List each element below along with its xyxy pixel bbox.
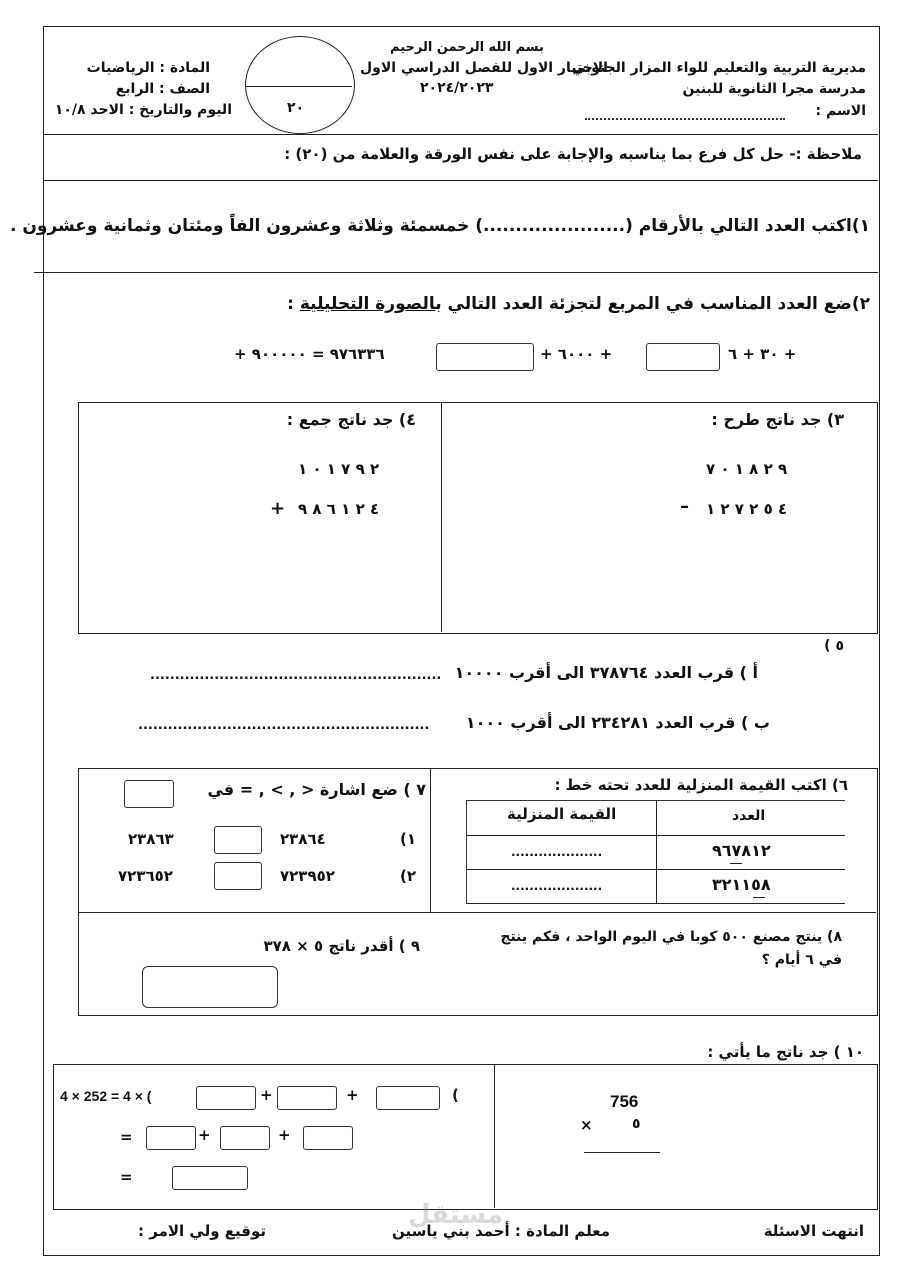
basmala: بسم الله الرحمن الرحيم xyxy=(390,40,544,55)
q10-box-3[interactable] xyxy=(172,1166,248,1190)
q10-box-2b[interactable] xyxy=(220,1126,270,1150)
q10-plus-2a: + xyxy=(198,1126,211,1144)
q10-mul-line xyxy=(584,1152,660,1153)
q2-title-part3: : xyxy=(287,294,300,314)
q6-col-value: القيمة المنزلية xyxy=(507,805,617,823)
q10-plus-2b: + xyxy=(278,1126,291,1144)
q10-box-2c[interactable] xyxy=(303,1126,353,1150)
q5a-text: أ ) قرب العدد ٣٧٨٧٦٤ الى أقرب ١٠٠٠٠ xyxy=(454,663,758,682)
q3-q4-box xyxy=(78,402,878,634)
exam-year: ٢٠٢٤/٢٠٢٣ xyxy=(420,80,494,96)
q10-eq-left: 4 × 252 = 4 × ( xyxy=(60,1088,152,1104)
date-label: اليوم والتاريخ : الاحد ١٠/٨ xyxy=(54,102,232,118)
q7-item-2-a: ٧٢٣٩٥٢ xyxy=(280,867,335,885)
q10-box-1b[interactable] xyxy=(277,1086,337,1110)
q7-item-1-a: ٢٣٨٦٤ xyxy=(280,830,326,848)
q1-text xyxy=(10,216,870,236)
name-label: الاسم : xyxy=(815,103,866,119)
mark-circle-divider xyxy=(246,86,352,87)
q3-q4-divider xyxy=(441,402,442,632)
q10-mul-top: 756 xyxy=(610,1092,639,1111)
q3-title: ٣) جد ناتج طرح : xyxy=(711,410,844,429)
mark-circle xyxy=(245,36,355,134)
q2-title-underlined: الصورة التحليلية xyxy=(299,294,436,314)
note-text: ملاحظة :- حل كل فرع بما يناسبه والإجابة على نفس الورقة والعلامة من (٢٠) : xyxy=(284,145,862,163)
q10-divider xyxy=(494,1064,495,1208)
name-field[interactable] xyxy=(585,112,785,120)
q10-close-paren: ) xyxy=(452,1086,459,1104)
q10-box-1c[interactable] xyxy=(376,1086,440,1110)
q9-title: ٩ ) أقدر ناتج ٥ × ٣٧٨ xyxy=(263,937,420,955)
watermark: مستقل xyxy=(408,1200,504,1230)
teacher-name: معلم المادة : أحمد بني ياسين xyxy=(391,1222,610,1240)
grade-label: الصف : الرابع xyxy=(115,81,210,97)
q6-row-1-answer[interactable]: .................... xyxy=(511,845,603,859)
q7-title: ٧ ) ضع اشارة < , > , = في xyxy=(207,780,426,799)
q1-divider xyxy=(34,272,878,273)
q6-col-number: العدد xyxy=(732,808,766,824)
q6-q7-divider xyxy=(430,768,431,913)
guardian-signature-label: توقيع ولي الامر : xyxy=(138,1222,266,1240)
q6-table xyxy=(466,800,845,904)
directorate: مديرية التربية والتعليم للواء المزار الجنوبي xyxy=(571,60,866,76)
q9-answer-box[interactable] xyxy=(142,966,278,1008)
q6-table-col-divider xyxy=(656,801,657,904)
q5a-answer-field[interactable]: ........................................................... xyxy=(150,668,442,683)
q1-post: ) خمسمئة وثلاثة وعشرون الفاً ومئتان وثمانية وعشرون . xyxy=(9,216,484,236)
q6-title: ٦) اكتب القيمة المنزلية للعدد تحته خط : xyxy=(554,776,848,794)
q4-number-2: ٤ ٢ ١ ٦ ٨ ٩ xyxy=(298,500,380,518)
q10-plus-1b: + xyxy=(346,1086,359,1104)
q6-table-row-divider-3 xyxy=(467,903,845,904)
q6-row-2-underline xyxy=(753,897,765,898)
subject-label: المادة : الرياضيات xyxy=(86,60,210,76)
q7-item-2-b: ٧٢٣٦٥٢ xyxy=(118,867,173,885)
q10-title: ١٠ ) جد ناتج ما يأتي : xyxy=(707,1043,864,1061)
q10-mul-sign: × xyxy=(580,1116,593,1134)
q2-title-part1: ٢)ضع العدد المناسب في المربع لتجزئة العدد التالي ب xyxy=(435,294,870,314)
q2-expr-right: + ٣٠ + ٦ xyxy=(728,345,797,363)
q6-row-1-underline xyxy=(730,863,742,864)
q2-title xyxy=(287,294,870,314)
q7-item-2-sign-box[interactable] xyxy=(214,862,262,890)
q1-answer-field[interactable]: ...................... xyxy=(483,216,626,236)
q7-title-sign-box xyxy=(124,780,174,808)
q5-number: ٥ ) xyxy=(824,638,844,654)
q10-eq-3: = xyxy=(120,1168,133,1186)
q6-table-row-divider-1 xyxy=(467,835,845,836)
q2-expr-left: ٩٧٦٣٣٦ = ٩٠٠٠٠٠ + xyxy=(234,345,385,363)
q4-title: ٤) جد ناتج جمع : xyxy=(286,410,416,429)
q10-plus-1a: + xyxy=(260,1086,273,1104)
q6-row-1-number: ٩٦٧٨١٢ xyxy=(712,841,771,860)
q6-row-2-answer[interactable]: .................... xyxy=(511,879,603,893)
q4-plus-sign: + xyxy=(270,498,286,519)
q2-answer-box-2[interactable] xyxy=(646,343,720,371)
q5b-text: ب ) قرب العدد ٢٣٤٢٨١ الى أقرب ١٠٠٠ xyxy=(465,713,770,732)
q6-table-row-divider-2 xyxy=(467,869,845,870)
q10-mul-bottom: ٥ xyxy=(632,1116,641,1132)
q4-number-1: ٢ ٩ ٧ ١ ٠ ١ xyxy=(298,460,380,478)
q5b-answer-field[interactable]: ........................................................... xyxy=(138,718,430,733)
q3-minus-sign: – xyxy=(680,496,689,517)
note-divider xyxy=(44,180,878,181)
school-name: مدرسة مجرا الثانوية للبنين xyxy=(682,81,866,97)
q10-box-2a[interactable] xyxy=(146,1126,196,1150)
q3-number-1: ٩ ٢ ٨ ١ ٠ ٧ xyxy=(706,460,788,478)
q7-item-2-num: ٢) xyxy=(400,867,417,885)
q10-box-1a[interactable] xyxy=(196,1086,256,1110)
q6-row-2-number: ٣٢١١٥٨ xyxy=(712,875,771,894)
q2-answer-box-1[interactable] xyxy=(436,343,534,371)
q8-line-2: في ٦ أيام ؟ xyxy=(761,952,842,968)
q2-expr-mid: + ٦٠٠٠ + xyxy=(540,345,613,363)
q1-pre: ١)اكتب العدد التالي بالأرقام ( xyxy=(625,216,870,236)
exam-title: الاختبار الاول للفصل الدراسي الاول xyxy=(360,60,608,76)
header-divider xyxy=(44,134,878,135)
q7-item-1-b: ٢٣٨٦٣ xyxy=(128,830,174,848)
q7-item-1-sign-box[interactable] xyxy=(214,826,262,854)
q8-line-1: ٨) ينتج مصنع ٥٠٠ كوبا في اليوم الواحد ، فكم ينتج xyxy=(500,929,842,945)
q10-eq-2: = xyxy=(120,1128,133,1146)
q7-item-1-num: ١) xyxy=(400,830,417,848)
end-of-questions: انتهت الاسئلة xyxy=(763,1222,864,1240)
q3-number-2: ٤ ٥ ٢ ٧ ٢ ١ xyxy=(706,500,788,518)
q7-q8-divider xyxy=(78,912,876,913)
total-mark: ٢٠ xyxy=(287,100,305,116)
